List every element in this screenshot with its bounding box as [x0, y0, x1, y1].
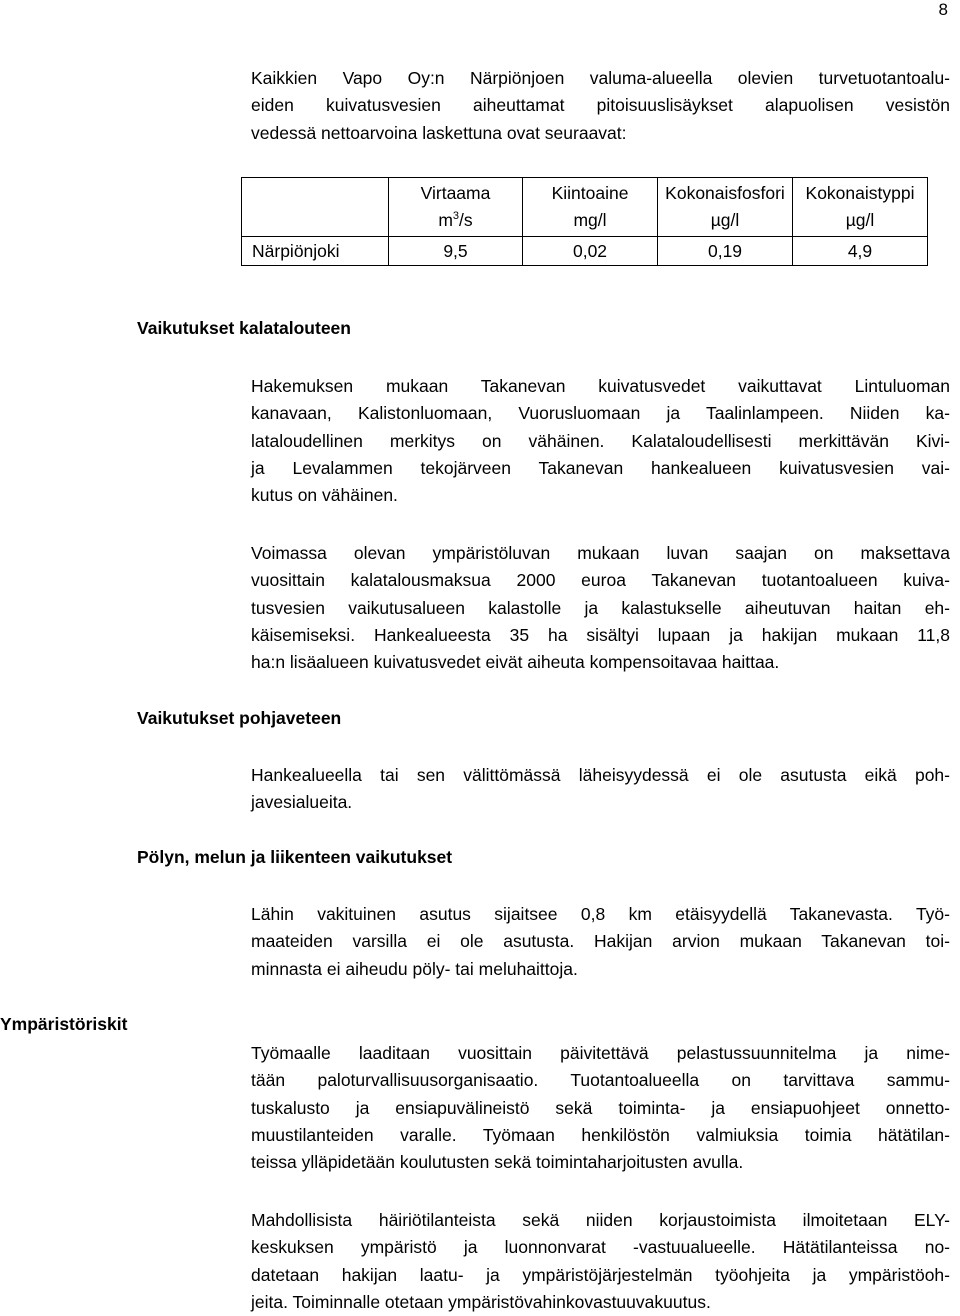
section-heading-fish: Vaikutukset kalatalouteen: [137, 318, 351, 338]
text-line: javesialueita.: [251, 792, 353, 813]
column-name: Virtaama: [420, 183, 491, 203]
table-cell: 4,9: [793, 237, 928, 266]
text-line: eiden kuivatusvesien aiheuttamat pitoisuuslisäykset alapuolisen vesistön: [251, 95, 950, 116]
text-line: ja Levalammen tekojärveen Takanevan hankealueen kuivatusvesien vai-: [251, 457, 950, 478]
column-name: Kiintoaine: [551, 183, 629, 203]
text-line: Kaikkien Vapo Oy:n Närpiönjoen valuma-alueella olevien turvetuotantoalu-: [251, 68, 950, 88]
text-line: Työmaalle laaditaan vuosittain päivitettävä pelastussuunnitelma ja nime-: [251, 1043, 950, 1063]
text-line: muustilanteiden varalle. Työmaan henkilöstön valmiuksia toimia hätätilan-: [251, 1124, 950, 1145]
text-line: keskuksen ympäristö ja luonnonvarat -vastuualueelle. Hätätilanteissa no-: [251, 1237, 950, 1258]
text-line: tusvesien vaikutusalueen kalastolle ja kalastukselle aiheutuvan haitan eh-: [251, 597, 950, 618]
table-header-cell: [793, 178, 928, 237]
row-label: Närpiönjoki: [242, 237, 389, 266]
text-line: jeita. Toiminnalle otetaan ympäristövahinkovastuuvakuutus.: [251, 1291, 711, 1312]
text-line: Hankealueella tai sen välittömässä läheisyydessä ei ole asutusta eikä poh-: [251, 765, 950, 785]
text-line: tään paloturvallisuusorganisaatio. Tuotantoalueella on tarvittava sammu-: [251, 1070, 950, 1091]
text-line: maateiden varsilla ei ole asutusta. Hakijan arvion mukaan Takanevan toi-: [251, 931, 950, 952]
text-line: Voimassa olevan ympäristöluvan mukaan luvan saajan on maksettava: [251, 543, 950, 563]
table-header-cell: [242, 178, 389, 237]
table-cell: 0,19: [658, 237, 793, 266]
text-line: käisemiseksi. Hankealueesta 35 ha sisältyi lupaan ja hakijan mukaan 11,8: [251, 624, 950, 645]
text-line: teissa ylläpidetään koulutusten sekä toimintaharjoitusten avulla.: [251, 1152, 744, 1173]
text-line: Lähin vakituinen asutus sijaitsee 0,8 km etäisyydellä Takanevasta. Työ-: [251, 904, 950, 924]
section-heading-groundwater: Vaikutukset pohjaveteen: [137, 708, 342, 728]
table-row: [242, 237, 928, 266]
column-unit: [389, 207, 522, 234]
section-heading-risks: Ympäristöriskit: [0, 1014, 128, 1034]
table-cell: 9,5: [389, 237, 523, 266]
text-line: lataloudellinen merkitys on vähäinen. Kalataloudellisesti merkittävän Kivi-: [251, 430, 950, 451]
text-line: vuosittain kalatalousmaksua 2000 euroa Takanevan tuotantoalueen kuiva-: [251, 570, 950, 591]
column-unit: mg/l: [573, 210, 607, 230]
table-cell: 0,02: [523, 237, 658, 266]
unit-superscript: 3: [452, 210, 460, 222]
table-header-row: [242, 178, 928, 237]
text-line: Hakemuksen mukaan Takanevan kuivatusvedet vaikuttavat Lintuluoman: [251, 376, 950, 396]
text-line: vedessä nettoarvoina laskettuna ovat seuraavat:: [251, 122, 627, 143]
text-line: minnasta ei aiheudu pöly- tai meluhaittoja.: [251, 958, 578, 979]
column-unit: µg/l: [845, 210, 875, 230]
unit-rest: /s: [459, 210, 473, 230]
page-number: 8: [938, 0, 948, 19]
column-name: Kokonaisfosfori: [665, 183, 785, 203]
text-line: Mahdollisista häiriötilanteista sekä niiden korjaustoimista ilmoitetaan ELY-: [251, 1210, 950, 1230]
text-line: tuskalusto ja ensiapuvälineistö sekä toiminta- ja ensiapuohjeet onnetto-: [251, 1097, 950, 1118]
concentration-table: [241, 177, 928, 266]
text-line: datetaan hakijan laatu- ja ympäristöjärjestelmän työohjeita ja ympäristöoh-: [251, 1264, 950, 1285]
table-header-cell: [389, 178, 523, 237]
column-unit: µg/l: [710, 210, 740, 230]
table-header-cell: [523, 178, 658, 237]
column-name: Kokonaistyppi: [805, 183, 915, 203]
text-line: kutus on vähäinen.: [251, 485, 398, 506]
text-line: kanavaan, Kalistonluomaan, Vuorusluomaan ja Taalinlampeen. Niiden ka-: [251, 403, 950, 424]
section-heading-dust: Pölyn, melun ja liikenteen vaikutukset: [137, 847, 453, 867]
table-header-cell: [658, 178, 793, 237]
unit-base: m: [438, 210, 453, 230]
text-line: ha:n lisäalueen kuivatusvedet eivät aiheuta kompensoitavaa haittaa.: [251, 652, 780, 673]
